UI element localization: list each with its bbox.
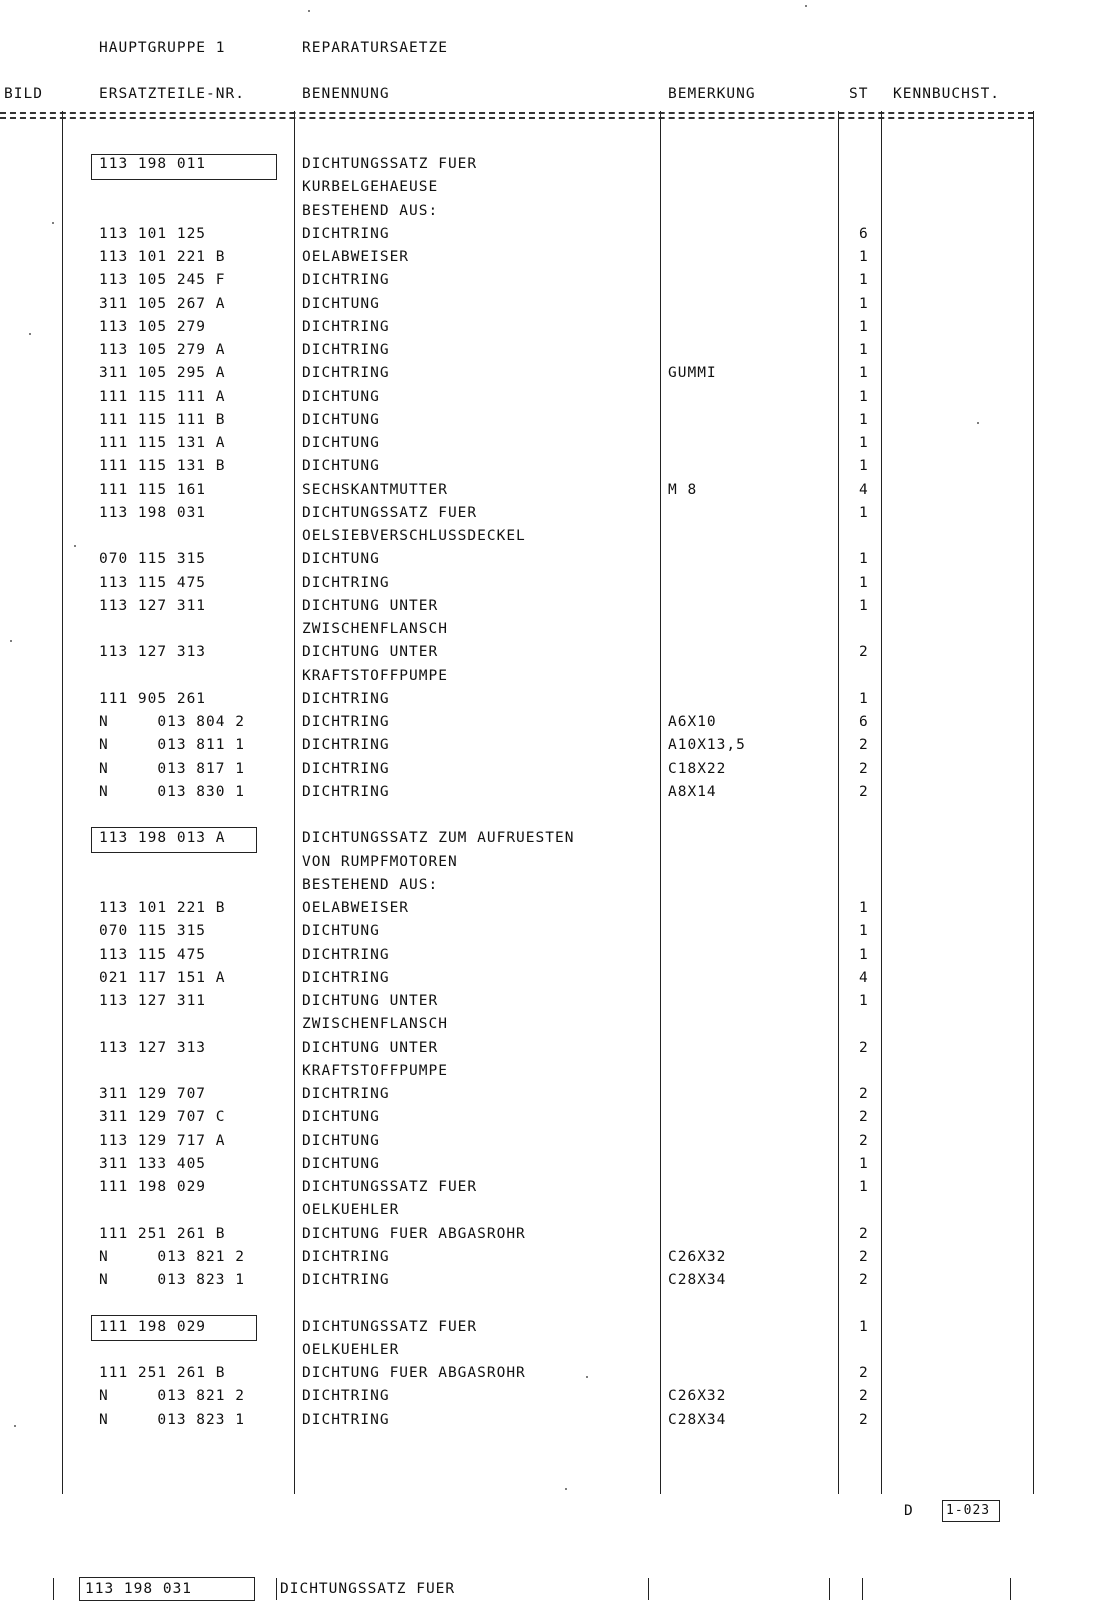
next-page-line-5: [862, 1578, 863, 1600]
part-number: 113 101 221 B: [99, 900, 226, 916]
part-number: 111 115 111 A: [99, 389, 226, 405]
part-number: 311 105 295 A: [99, 365, 226, 381]
part-name: DICHTRING: [302, 1388, 390, 1404]
part-name: DICHTRING: [302, 1272, 390, 1288]
part-number: 113 105 279: [99, 319, 207, 335]
part-name: DICHTUNG: [302, 458, 380, 474]
part-name: DICHTUNG: [302, 412, 380, 428]
part-number: 113 198 013 A: [99, 830, 226, 846]
scan-speck: [805, 5, 807, 7]
part-number: N 013 821 2: [99, 1388, 245, 1404]
part-number: 021 117 151 A: [99, 970, 226, 986]
part-qty: 1: [859, 598, 869, 614]
part-qty: 1: [859, 691, 869, 707]
part-number: N 013 823 1: [99, 1272, 245, 1288]
part-remark: C28X34: [668, 1412, 727, 1428]
part-qty: 2: [859, 1109, 869, 1125]
part-name: DICHTUNG: [302, 1156, 380, 1172]
part-number: 070 115 315: [99, 923, 207, 939]
scan-speck: [74, 545, 76, 547]
scan-speck: [308, 10, 310, 12]
part-remark: C26X32: [668, 1249, 727, 1265]
part-qty: 1: [859, 412, 869, 428]
part-number: N 013 823 1: [99, 1412, 245, 1428]
part-qty: 2: [859, 1365, 869, 1381]
part-qty: 2: [859, 761, 869, 777]
scan-speck: [14, 1425, 16, 1427]
part-qty: 2: [859, 644, 869, 660]
part-remark: A10X13,5: [668, 737, 746, 753]
column-line-4: [838, 111, 839, 1494]
part-qty: 2: [859, 1388, 869, 1404]
col-header-qty: ST: [849, 86, 869, 102]
part-number: 113 115 475: [99, 947, 207, 963]
part-name: DICHTUNG UNTER: [302, 644, 439, 660]
part-number: 113 127 311: [99, 993, 207, 1009]
part-qty: 2: [859, 1133, 869, 1149]
part-name: DICHTUNG: [302, 1109, 380, 1125]
part-number: 311 105 267 A: [99, 296, 226, 312]
part-qty: 6: [859, 714, 869, 730]
part-remark: M 8: [668, 482, 698, 498]
part-name: DICHTUNG: [302, 296, 380, 312]
part-name: DICHTUNG FUER ABGASROHR: [302, 1365, 526, 1381]
part-remark: C28X34: [668, 1272, 727, 1288]
part-number: 113 127 313: [99, 1040, 207, 1056]
part-number: 111 251 261 B: [99, 1365, 226, 1381]
part-name: DICHTUNGSSATZ FUER: [302, 1319, 478, 1335]
scan-speck: [586, 1376, 588, 1378]
part-name: OELABWEISER: [302, 249, 410, 265]
part-qty: 2: [859, 737, 869, 753]
part-number: 113 198 011: [99, 156, 207, 172]
part-qty: 2: [859, 1226, 869, 1242]
part-name: DICHTUNG UNTER: [302, 598, 439, 614]
part-number: 111 198 029: [99, 1179, 207, 1195]
page-id: 1-023: [946, 1503, 991, 1518]
part-name: KRAFTSTOFFPUMPE: [302, 668, 448, 684]
part-name: DICHTUNG UNTER: [302, 1040, 439, 1056]
part-number: 070 115 315: [99, 551, 207, 567]
part-name: DICHTRING: [302, 575, 390, 591]
part-name: DICHTRING: [302, 784, 390, 800]
part-name: DICHTUNG UNTER: [302, 993, 439, 1009]
part-number: 113 127 311: [99, 598, 207, 614]
part-name: DICHTUNG: [302, 1133, 380, 1149]
part-number: 311 133 405: [99, 1156, 207, 1172]
part-name: DICHTRING: [302, 226, 390, 242]
next-page-line-4: [829, 1578, 830, 1600]
part-qty: 1: [859, 551, 869, 567]
part-number: 113 115 475: [99, 575, 207, 591]
part-qty: 1: [859, 505, 869, 521]
part-qty: 1: [859, 272, 869, 288]
column-line-3: [660, 111, 661, 1494]
part-number: 111 115 161: [99, 482, 207, 498]
part-qty: 1: [859, 249, 869, 265]
scan-speck: [10, 640, 12, 642]
part-name: DICHTRING: [302, 947, 390, 963]
part-name: DICHTUNG: [302, 389, 380, 405]
part-name: DICHTUNG: [302, 551, 380, 567]
scan-speck: [977, 422, 979, 424]
part-name: OELKUEHLER: [302, 1202, 400, 1218]
part-name: ZWISCHENFLANSCH: [302, 621, 448, 637]
col-header-name: BENENNUNG: [302, 86, 390, 102]
next-page-line-3: [648, 1578, 649, 1600]
part-number: 113 101 125: [99, 226, 207, 242]
part-name: DICHTRING: [302, 365, 390, 381]
next-page-line-6: [1010, 1578, 1011, 1600]
part-number: 111 115 131 A: [99, 435, 226, 451]
part-number: 113 198 031: [99, 505, 207, 521]
part-number: 111 905 261: [99, 691, 207, 707]
part-qty: 1: [859, 1156, 869, 1172]
part-number: N 013 821 2: [99, 1249, 245, 1265]
part-qty: 2: [859, 1040, 869, 1056]
col-header-remark: BEMERKUNG: [668, 86, 756, 102]
part-qty: 1: [859, 923, 869, 939]
next-page-line-1: [53, 1578, 54, 1600]
part-qty: 1: [859, 389, 869, 405]
column-line-5: [881, 111, 882, 1494]
part-qty: 1: [859, 900, 869, 916]
part-name: SECHSKANTMUTTER: [302, 482, 448, 498]
part-name: OELSIEBVERSCHLUSSDECKEL: [302, 528, 526, 544]
part-qty: 1: [859, 435, 869, 451]
header-rule: [0, 112, 1034, 119]
part-qty: 1: [859, 319, 869, 335]
part-name: DICHTUNGSSATZ FUER: [302, 1179, 478, 1195]
part-name: DICHTRING: [302, 737, 390, 753]
next-page-part-no: 113 198 031: [85, 1581, 193, 1597]
scan-speck: [52, 222, 54, 224]
part-name: BESTEHEND AUS:: [302, 203, 439, 219]
part-name: OELKUEHLER: [302, 1342, 400, 1358]
part-number: 113 105 245 F: [99, 272, 226, 288]
part-remark: A6X10: [668, 714, 717, 730]
part-name: DICHTUNGSSATZ ZUM AUFRUESTEN: [302, 830, 575, 846]
part-number: N 013 817 1: [99, 761, 245, 777]
part-name: DICHTRING: [302, 970, 390, 986]
group-label: HAUPTGRUPPE 1: [99, 40, 226, 56]
part-number: 311 129 707: [99, 1086, 207, 1102]
part-number: N 013 830 1: [99, 784, 245, 800]
part-name: DICHTRING: [302, 272, 390, 288]
part-name: DICHTUNG: [302, 923, 380, 939]
part-qty: 6: [859, 226, 869, 242]
part-name: DICHTRING: [302, 319, 390, 335]
part-number: 113 127 313: [99, 644, 207, 660]
part-name: DICHTRING: [302, 691, 390, 707]
scan-speck: [29, 333, 31, 335]
part-number: 111 115 111 B: [99, 412, 226, 428]
part-remark: A8X14: [668, 784, 717, 800]
part-qty: 2: [859, 1412, 869, 1428]
col-header-bild: BILD: [4, 86, 43, 102]
part-number: 111 251 261 B: [99, 1226, 226, 1242]
part-qty: 4: [859, 970, 869, 986]
part-name: KURBELGEHAEUSE: [302, 179, 439, 195]
part-name: OELABWEISER: [302, 900, 410, 916]
part-name: DICHTRING: [302, 714, 390, 730]
part-name: DICHTRING: [302, 1412, 390, 1428]
part-name: DICHTUNGSSATZ FUER: [302, 505, 478, 521]
part-qty: 2: [859, 1272, 869, 1288]
part-qty: 2: [859, 784, 869, 800]
part-qty: 1: [859, 458, 869, 474]
part-qty: 4: [859, 482, 869, 498]
part-number: 311 129 707 C: [99, 1109, 226, 1125]
part-name: DICHTRING: [302, 342, 390, 358]
page-title: REPARATURSAETZE: [302, 40, 448, 56]
part-number: 111 115 131 B: [99, 458, 226, 474]
part-number: 113 129 717 A: [99, 1133, 226, 1149]
part-remark: C26X32: [668, 1388, 727, 1404]
part-name: VON RUMPFMOTOREN: [302, 854, 458, 870]
part-name: DICHTRING: [302, 761, 390, 777]
part-remark: GUMMI: [668, 365, 717, 381]
part-remark: C18X22: [668, 761, 727, 777]
part-name: ZWISCHENFLANSCH: [302, 1016, 448, 1032]
part-qty: 1: [859, 947, 869, 963]
column-line-2: [294, 111, 295, 1494]
column-line-6: [1033, 111, 1034, 1494]
part-qty: 1: [859, 993, 869, 1009]
part-number: 111 198 029: [99, 1319, 207, 1335]
part-qty: 1: [859, 575, 869, 591]
part-name: DICHTRING: [302, 1249, 390, 1265]
part-qty: 2: [859, 1086, 869, 1102]
part-number: 113 105 279 A: [99, 342, 226, 358]
col-header-part-no: ERSATZTEILE-NR.: [99, 86, 245, 102]
page-prefix: D: [904, 1503, 914, 1519]
part-name: DICHTRING: [302, 1086, 390, 1102]
part-qty: 1: [859, 365, 869, 381]
part-qty: 1: [859, 1319, 869, 1335]
next-page-name: DICHTUNGSSATZ FUER: [280, 1581, 456, 1597]
part-qty: 1: [859, 1179, 869, 1195]
part-name: KRAFTSTOFFPUMPE: [302, 1063, 448, 1079]
part-name: DICHTUNG: [302, 435, 380, 451]
part-qty: 2: [859, 1249, 869, 1265]
part-number: N 013 804 2: [99, 714, 245, 730]
part-number: N 013 811 1: [99, 737, 245, 753]
part-qty: 1: [859, 296, 869, 312]
part-name: DICHTUNGSSATZ FUER: [302, 156, 478, 172]
part-name: DICHTUNG FUER ABGASROHR: [302, 1226, 526, 1242]
part-qty: 1: [859, 342, 869, 358]
col-header-code: KENNBUCHST.: [893, 86, 1001, 102]
scan-speck: [565, 1488, 567, 1490]
part-number: 113 101 221 B: [99, 249, 226, 265]
part-name: BESTEHEND AUS:: [302, 877, 439, 893]
next-page-line-2: [276, 1578, 277, 1600]
column-line-1: [62, 111, 63, 1494]
